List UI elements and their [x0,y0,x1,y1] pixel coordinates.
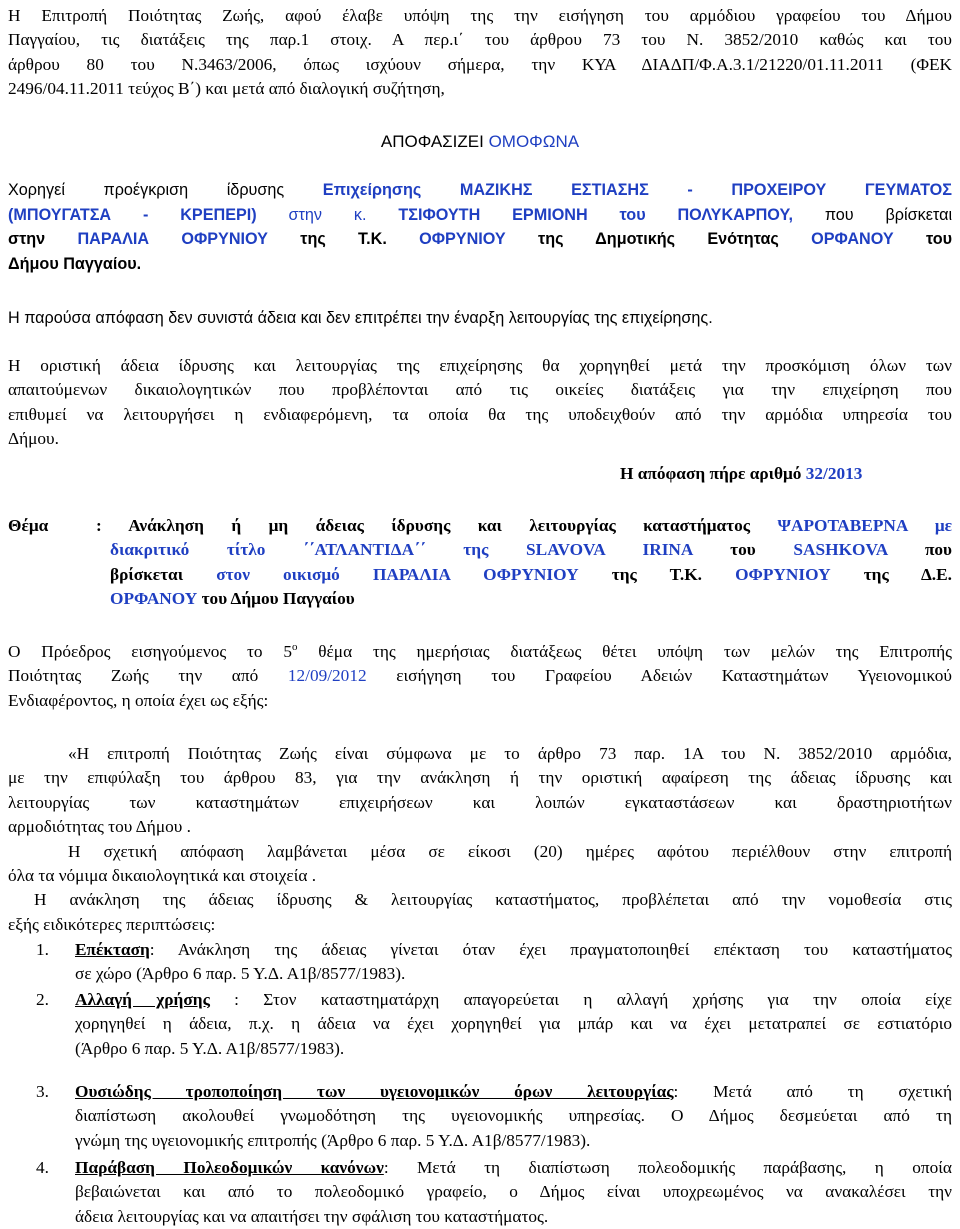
decision-number-label: Η απόφαση πήρε αριθμό [620,464,802,483]
case-text: : Ανάκληση της άδειας γίνεται όταν έχει πραγματοποιηθεί επέκταση του καταστήματος [149,940,952,959]
decision-number-value: 32/2013 [805,464,863,483]
quote-line: με την επιφύλαξη του άρθρου 83, για την ανάκληση ή την οριστική αφαίρεση της άδειας ίδρυσης και [8,768,952,788]
case-title: Επέκταση [75,940,150,959]
subject-label: Θέμα [8,516,49,535]
case-text: : Στον καταστηματάρχη απαγορεύεται η αλλαγή χρήσης για την οποία είχε [209,990,952,1009]
decision-prefix: ΑΠΟΦΑΣΙΖΕΙ [380,132,484,151]
intro-line: Η Επιτροπή Ποιότητας Ζωής, αφού έλαβε υπόψη της την εισήγηση του αρμόδιου γραφείου του Δήμου [8,6,952,25]
case-number: 4. [36,1158,49,1177]
final-license-line: Η οριστική άδεια ίδρυσης και λειτουργίας της επιχείρησης θα χορηγηθεί μετά την προσκόμιση όλων των [8,356,952,375]
grant-text: στην κ. [288,205,367,224]
quote-line: λειτουργίας των καταστημάτων επιχειρήσεων και λοιπών εγκαταστάσεων και δραστηριοτήτων [8,792,952,812]
grant-community: ΟΦΡΥΝΙΟΥ [419,230,506,248]
subject-body [96,514,952,612]
quote-line: αρμοδιότητας του Δήμου . [8,817,191,837]
grant-type: (ΜΠΟΥΓΑΤΣΑ - ΚΡΕΠΕΡΙ) [8,205,257,224]
subject-text: : Ανάκληση ή μη άδειας ίδρυσης και λειτουργίας καταστήματος [96,516,751,535]
ordinal-sup: ο [291,641,298,653]
subject-title: διακριτικό τίτλο ΄΄ΑΤΛΑΝΤΙΔΑ΄΄ της SLAVOVA IRINA [110,540,693,560]
quote-block [8,742,952,937]
subject-text: της Τ.Κ. [611,564,702,584]
final-license-line: επιθυμεί να λειτουργήσει η ενδιαφερόμενη, τα οποία θα της υποδειχθούν από την αρμόδια υπηρεσία του [8,404,952,424]
case-text: βεβαιώνεται και από το πολεοδομικό γραφείο, ο Δήμος είναι υποχρεωμένος να ανακαλέσει την [75,1182,952,1202]
case-text: χορηγηθεί η άδεια, π.χ. η άδεια να έχει χορηγηθεί για μπάρ και να έχει μετατραπεί σε εστιατόριο [75,1014,952,1034]
grant-business: Επιχείρησης [322,181,422,199]
quote-line: όλα τα νόμιμα δικαιολογητικά και στοιχεία . [8,866,317,886]
grant-text: του [925,230,953,248]
quote-line: εξής ειδικότερες περιπτώσεις: [8,914,216,934]
case-text: : Μετά από τη σχετική [673,1082,953,1101]
subject-shop-type: ΨΑΡΟΤΑΒΕΡΝΑ με [777,516,953,535]
intro-line: Παγγαίου, τις διατάξεις της παρ.1 στοιχ. Α περ.ι΄ του άρθρου 73 του Ν. 3852/2010 καθώς και του [8,30,952,50]
case-number: 3. [36,1082,49,1101]
subject-unit: ΟΡΦΑΝΟΥ [110,589,198,609]
subject-surname: SASHKOVA [793,540,888,560]
grant-text: της Τ.Κ. [300,230,387,248]
decision-word: ΟΜΟΦΩΝΑ [488,132,580,151]
president-text: Ενδιαφέροντος, η οποία έχει ως εξής: [8,690,269,710]
notice-text: Η παρούσα απόφαση δεν συνιστά άδεια και δεν επιτρέπει την έναρξη λειτουργίας της επιχείρησης. [8,309,713,327]
notice-paragraph [8,306,952,330]
intro-line: άρθρου 80 του Ν.3463/2006, όπως ισχύουν σήμερα, την ΚΥΑ ΔΙΑΔΠ/Φ.Α.3.1/21220/01.11.2011 (ΦΕΚ [8,54,952,74]
final-license-line: απαιτούμενων δικαιολογητικών που προβλέπονται από τις οικείες διατάξεις για την επιχείρηση που [8,380,952,400]
intro-line: 2496/04.11.2011 τεύχος Β΄) και μετά από διαλογική συζήτηση, [8,79,445,99]
quote-line: «Η επιτροπή Ποιότητας Ζωής είναι σύμφωνα με το άρθρο 73 παρ. 1Α του Ν. 3852/2010 αρμόδια, [68,744,952,763]
grant-text: Χορηγεί προέγκριση ίδρυσης [8,181,285,199]
president-text: εισήγηση του Γραφείου Αδειών Καταστημάτων Υγειονομικού [396,666,952,686]
case-title: Παράβαση Πολεοδομικών κανόνων [75,1158,384,1177]
intro-paragraph [8,4,952,102]
subject-text: της Δ.Ε. [863,564,952,584]
grant-paragraph [8,178,952,276]
grant-unit: ΟΡΦΑΝΟΥ [811,230,894,248]
decision-number [620,462,940,486]
subject-location: στον οικισμό ΠΑΡΑΛΙΑ ΟΦΡΥΝΙΟΥ [216,564,579,584]
case-number: 1. [36,940,49,959]
quote-line: Η ανάκληση της άδειας ίδρυσης & λειτουργίας καταστήματος, προβλέπεται από την νομοθεσία στις [34,890,952,910]
subject-text: του [730,540,756,560]
case-title: Αλλαγή χρήσης [75,990,210,1009]
president-text: Ο Πρόεδρος εισηγούμενος το 5 [8,642,292,661]
grant-activity: ΜΑΖΙΚΗΣ ΕΣΤΙΑΣΗΣ - ΠΡΟΧΕΙΡΟΥ ΓΕΥΜΑΤΟΣ [459,181,952,199]
grant-text: στην [8,230,46,248]
grant-municipality: Δήμου Παγγαίου. [8,254,142,273]
subject-text: που [924,540,953,560]
case-text: (Άρθρο 6 παρ. 5 Υ.Δ. Α1β/8577/1983). [75,1038,345,1058]
decision-heading [8,130,952,154]
president-text: Ποιότητας Ζωής την από [8,666,259,686]
case-text: : Μετά τη διαπίστωση πολεοδομικής παράβασης, η οποία [383,1158,952,1177]
case-number: 2. [36,990,49,1009]
president-date: 12/09/2012 [287,666,367,686]
grant-owner: ΤΣΙΦΟΥΤΗ ΕΡΜΙΟΝΗ του ΠΟΛΥΚΑΡΠΟΥ, [398,205,793,224]
president-paragraph [8,640,952,713]
case-text: διαπίστωση ακολουθεί γνωμοδότηση της υγειονομικής υπηρεσίας. Ο Δήμος δεσμεύεται από τη [75,1106,952,1126]
subject-text: βρίσκεται [110,564,184,584]
grant-location: ΠΑΡΑΛΙΑ ΟΦΡΥΝΙΟΥ [77,230,268,248]
case-text: σε χώρο (Άρθρο 6 παρ. 5 Υ.Δ. Α1β/8577/1983). [75,964,406,984]
case-text: άδεια λειτουργίας και να απαιτήσει την σφάλιση του καταστήματος. [75,1206,549,1226]
grant-text: της Δημοτικής Ενότητας [537,230,779,248]
subject-community: ΟΦΡΥΝΙΟΥ [735,564,831,584]
case-text: γνώμη της υγειονομικής επιτροπής (Άρθρο 6 παρ. 5 Υ.Δ. Α1β/8577/1983). [75,1130,591,1150]
president-text: θέμα της ημερήσιας διατάξεως θέτει υπόψη των μελών της Επιτροπής [318,642,952,661]
final-license-paragraph [8,354,952,452]
subject-text: του Δήμου Παγγαίου [201,589,355,609]
grant-text: που βρίσκεται [824,205,953,224]
final-license-line: Δήμου. [8,429,59,449]
quote-line: Η σχετική απόφαση λαμβάνεται μέσα σε είκοσι (20) ημέρες αφότου περιέλθουν στην επιτροπή [68,841,952,861]
case-title: Ουσιώδης τροποποίηση των υγειονομικών όρων λειτουργίας [75,1082,674,1101]
